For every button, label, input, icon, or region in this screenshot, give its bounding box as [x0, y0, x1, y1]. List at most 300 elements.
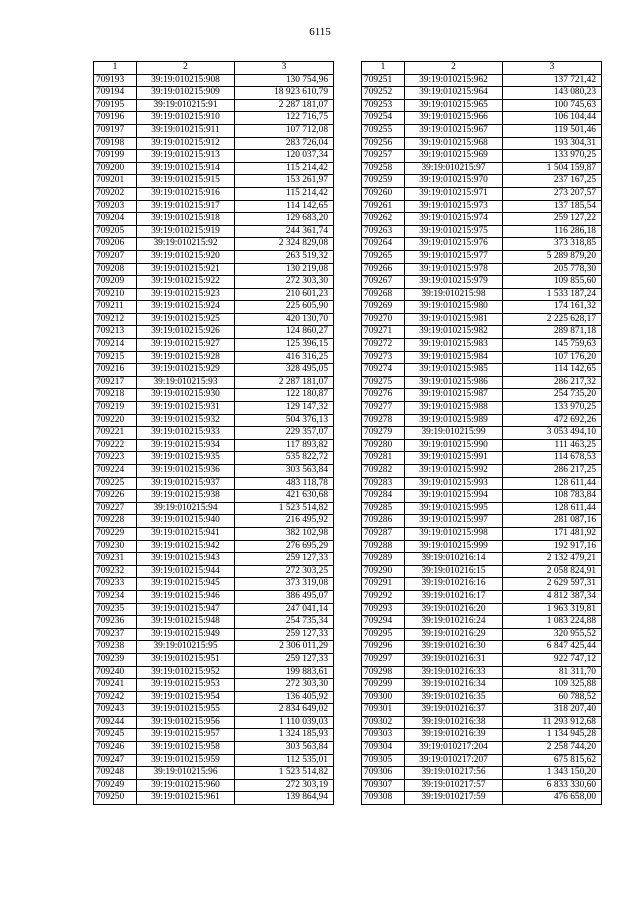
- value-cell: 263 519,32: [235, 250, 334, 263]
- value-cell: 114 678,53: [503, 452, 602, 465]
- table-row: [362, 238, 602, 251]
- table-row: [94, 87, 334, 100]
- cadastral-number-cell: 39:19:010216:38: [405, 716, 503, 729]
- table-row: [362, 716, 602, 729]
- value-cell: 328 495,05: [235, 364, 334, 377]
- row-number-cell: 709278: [362, 414, 405, 427]
- row-number-cell: 709252: [362, 87, 405, 100]
- cadastral-number-cell: 39:19:010215:997: [405, 515, 503, 528]
- value-cell: 216 495,92: [235, 515, 334, 528]
- cadastral-number-cell: 39:19:010216:24: [405, 616, 503, 629]
- value-cell: 254 735,34: [235, 616, 334, 629]
- cadastral-number-cell: 39:19:010217:207: [405, 754, 503, 767]
- cadastral-number-cell: 39:19:010215:937: [137, 477, 235, 490]
- cadastral-number-cell: 39:19:010215:914: [137, 162, 235, 175]
- value-cell: 2 324 829,08: [235, 238, 334, 251]
- cadastral-number-cell: 39:19:010215:945: [137, 578, 235, 591]
- cadastral-number-cell: 39:19:010216:37: [405, 704, 503, 717]
- value-cell: 2 287 181,07: [235, 99, 334, 112]
- value-cell: 4 812 387,34: [503, 590, 602, 603]
- row-number-cell: 709248: [94, 767, 137, 780]
- value-cell: 117 893,82: [235, 439, 334, 452]
- cadastral-number-cell: 39:19:010215:99: [405, 427, 503, 440]
- row-number-cell: 709214: [94, 339, 137, 352]
- value-cell: 120 037,34: [235, 150, 334, 163]
- value-cell: 128 611,44: [503, 502, 602, 515]
- cadastral-number-cell: 39:19:010216:30: [405, 641, 503, 654]
- row-number-cell: 709224: [94, 465, 137, 478]
- row-number-cell: 709220: [94, 414, 137, 427]
- value-cell: 229 357,07: [235, 427, 334, 440]
- table-row: [94, 754, 334, 767]
- table-row: [94, 641, 334, 654]
- table-row: [362, 376, 602, 389]
- table-row: [94, 465, 334, 478]
- row-number-cell: 709281: [362, 452, 405, 465]
- value-cell: 259 127,22: [503, 213, 602, 226]
- value-cell: 244 361,74: [235, 225, 334, 238]
- value-cell: 259 127,33: [235, 653, 334, 666]
- table-row: [94, 616, 334, 629]
- table-row: [362, 515, 602, 528]
- value-cell: 273 207,57: [503, 187, 602, 200]
- cadastral-number-cell: 39:19:010216:33: [405, 666, 503, 679]
- value-cell: 2 225 628,17: [503, 313, 602, 326]
- row-number-cell: 709279: [362, 427, 405, 440]
- cadastral-number-cell: 39:19:010215:984: [405, 351, 503, 364]
- table-row: [94, 250, 334, 263]
- value-cell: 129 147,32: [235, 402, 334, 415]
- table-row: [362, 427, 602, 440]
- table-row: [94, 666, 334, 679]
- row-number-cell: 709228: [94, 515, 137, 528]
- value-cell: 247 041,14: [235, 603, 334, 616]
- table-row: [94, 364, 334, 377]
- value-cell: 171 481,92: [503, 527, 602, 540]
- cadastral-number-cell: 39:19:010215:909: [137, 87, 235, 100]
- row-number-cell: 709266: [362, 263, 405, 276]
- row-number-cell: 709202: [94, 187, 137, 200]
- row-number-cell: 709280: [362, 439, 405, 452]
- value-cell: 1 504 159,87: [503, 162, 602, 175]
- row-number-cell: 709223: [94, 452, 137, 465]
- row-number-cell: 709211: [94, 301, 137, 314]
- value-cell: 476 658,00: [503, 792, 602, 805]
- table-row: [362, 414, 602, 427]
- value-cell: 276 695,29: [235, 540, 334, 553]
- table-row: [362, 250, 602, 263]
- table-row: [94, 603, 334, 616]
- value-cell: 5 289 879,20: [503, 250, 602, 263]
- value-cell: 318 207,40: [503, 704, 602, 717]
- cadastral-number-cell: 39:19:010215:908: [137, 74, 235, 87]
- cadastral-number-cell: 39:19:010215:999: [405, 540, 503, 553]
- table-row: [94, 276, 334, 289]
- row-number-cell: 709250: [94, 792, 137, 805]
- row-number-cell: 709225: [94, 477, 137, 490]
- table-row: [362, 792, 602, 805]
- table-row: [94, 376, 334, 389]
- row-number-cell: 709292: [362, 590, 405, 603]
- cadastral-number-cell: 39:19:010215:924: [137, 301, 235, 314]
- row-number-cell: 709226: [94, 490, 137, 503]
- value-cell: 18 923 610,79: [235, 87, 334, 100]
- cadastral-number-cell: 39:19:010215:927: [137, 339, 235, 352]
- value-cell: 2 058 824,91: [503, 565, 602, 578]
- value-cell: 128 611,44: [503, 477, 602, 490]
- cadastral-number-cell: 39:19:010215:915: [137, 175, 235, 188]
- value-cell: 1 083 224,88: [503, 616, 602, 629]
- value-cell: 129 683,20: [235, 213, 334, 226]
- table-row: [94, 313, 334, 326]
- cadastral-number-cell: 39:19:010215:98: [405, 288, 503, 301]
- row-number-cell: 709295: [362, 628, 405, 641]
- header-cell-col3: 3: [503, 62, 602, 75]
- row-number-cell: 709263: [362, 225, 405, 238]
- cadastral-number-cell: 39:19:010216:35: [405, 691, 503, 704]
- row-number-cell: 709260: [362, 187, 405, 200]
- row-number-cell: 709270: [362, 313, 405, 326]
- row-number-cell: 709258: [362, 162, 405, 175]
- table-row: [362, 779, 602, 792]
- value-cell: 124 860,27: [235, 326, 334, 339]
- value-cell: 106 104,44: [503, 112, 602, 125]
- cadastral-number-cell: 39:19:010215:957: [137, 729, 235, 742]
- cadastral-number-cell: 39:19:010215:923: [137, 288, 235, 301]
- table-row: [94, 729, 334, 742]
- table-row: [362, 150, 602, 163]
- row-number-cell: 709245: [94, 729, 137, 742]
- value-cell: 303 563,84: [235, 465, 334, 478]
- cadastral-number-cell: 39:19:010216:14: [405, 553, 503, 566]
- cadastral-number-cell: 39:19:010215:978: [405, 263, 503, 276]
- table-row: [362, 351, 602, 364]
- value-cell: 2 306 011,29: [235, 641, 334, 654]
- cadastral-number-cell: 39:19:010215:967: [405, 124, 503, 137]
- cadastral-number-cell: 39:19:010215:960: [137, 779, 235, 792]
- table-row: [94, 502, 334, 515]
- table-row: [94, 326, 334, 339]
- row-number-cell: 709259: [362, 175, 405, 188]
- table-row: [362, 225, 602, 238]
- table-row: [94, 679, 334, 692]
- value-cell: 11 293 912,68: [503, 716, 602, 729]
- row-number-cell: 709196: [94, 112, 137, 125]
- value-cell: 81 311,70: [503, 666, 602, 679]
- table-row: [362, 553, 602, 566]
- table-row: [362, 124, 602, 137]
- row-number-cell: 709308: [362, 792, 405, 805]
- page-number: 6115: [309, 26, 331, 38]
- cadastral-number-cell: 39:19:010215:940: [137, 515, 235, 528]
- cadastral-number-cell: 39:19:010215:942: [137, 540, 235, 553]
- table-row: [94, 515, 334, 528]
- value-cell: 143 080,23: [503, 87, 602, 100]
- row-number-cell: 709285: [362, 502, 405, 515]
- value-cell: 205 778,30: [503, 263, 602, 276]
- row-number-cell: 709198: [94, 137, 137, 150]
- row-number-cell: 709287: [362, 527, 405, 540]
- row-number-cell: 709208: [94, 263, 137, 276]
- row-number-cell: 709274: [362, 364, 405, 377]
- value-cell: 286 217,25: [503, 465, 602, 478]
- row-number-cell: 709253: [362, 99, 405, 112]
- cadastral-number-cell: 39:19:010215:938: [137, 490, 235, 503]
- cadastral-number-cell: 39:19:010215:929: [137, 364, 235, 377]
- value-cell: 416 316,25: [235, 351, 334, 364]
- row-number-cell: 709199: [94, 150, 137, 163]
- value-cell: 373 319,08: [235, 578, 334, 591]
- value-cell: 1 963 319,81: [503, 603, 602, 616]
- row-number-cell: 709307: [362, 779, 405, 792]
- cadastral-number-cell: 39:19:010215:975: [405, 225, 503, 238]
- table-row: [362, 99, 602, 112]
- row-number-cell: 709221: [94, 427, 137, 440]
- table-row: [94, 439, 334, 452]
- value-cell: 174 161,32: [503, 301, 602, 314]
- value-cell: 192 917,16: [503, 540, 602, 553]
- cadastral-number-cell: 39:19:010215:921: [137, 263, 235, 276]
- value-cell: 373 318,85: [503, 238, 602, 251]
- table-row: [362, 87, 602, 100]
- table-row: [94, 477, 334, 490]
- cadastral-number-cell: 39:19:010215:952: [137, 666, 235, 679]
- cadastral-number-cell: 39:19:010215:93: [137, 376, 235, 389]
- cadastral-number-cell: 39:19:010215:970: [405, 175, 503, 188]
- value-cell: 107 176,20: [503, 351, 602, 364]
- cadastral-number-cell: 39:19:010215:951: [137, 653, 235, 666]
- value-cell: 675 815,62: [503, 754, 602, 767]
- row-number-cell: 709194: [94, 87, 137, 100]
- value-cell: 421 630,68: [235, 490, 334, 503]
- cadastral-number-cell: 39:19:010215:94: [137, 502, 235, 515]
- cadastral-number-cell: 39:19:010215:953: [137, 679, 235, 692]
- row-number-cell: 709230: [94, 540, 137, 553]
- row-number-cell: 709239: [94, 653, 137, 666]
- value-cell: 1 533 187,24: [503, 288, 602, 301]
- table-row: [362, 402, 602, 415]
- value-cell: 259 127,33: [235, 628, 334, 641]
- cadastral-number-cell: 39:19:010215:954: [137, 691, 235, 704]
- value-cell: 111 463,25: [503, 439, 602, 452]
- table-row: [94, 351, 334, 364]
- table-row: [94, 175, 334, 188]
- table-row: [362, 754, 602, 767]
- value-cell: 114 142,65: [503, 364, 602, 377]
- value-cell: 193 304,31: [503, 137, 602, 150]
- table-row: [362, 616, 602, 629]
- row-number-cell: 709213: [94, 326, 137, 339]
- cadastral-number-cell: 39:19:010215:959: [137, 754, 235, 767]
- cadastral-number-cell: 39:19:010215:991: [405, 452, 503, 465]
- row-number-cell: 709200: [94, 162, 137, 175]
- table-header-row: [94, 62, 334, 75]
- row-number-cell: 709291: [362, 578, 405, 591]
- cadastral-number-cell: 39:19:010215:922: [137, 276, 235, 289]
- table-row: [362, 679, 602, 692]
- table-row: [94, 590, 334, 603]
- table-row: [362, 490, 602, 503]
- row-number-cell: 709264: [362, 238, 405, 251]
- table-row: [362, 213, 602, 226]
- value-cell: 272 303,30: [235, 276, 334, 289]
- row-number-cell: 709282: [362, 465, 405, 478]
- cadastral-number-cell: 39:19:010215:931: [137, 402, 235, 415]
- row-number-cell: 709276: [362, 389, 405, 402]
- row-number-cell: 709304: [362, 742, 405, 755]
- row-number-cell: 709299: [362, 679, 405, 692]
- table-row: [94, 427, 334, 440]
- table-row: [362, 767, 602, 780]
- row-number-cell: 709303: [362, 729, 405, 742]
- cadastral-number-cell: 39:19:010215:976: [405, 238, 503, 251]
- value-cell: 130 219,08: [235, 263, 334, 276]
- value-cell: 472 692,26: [503, 414, 602, 427]
- row-number-cell: 709238: [94, 641, 137, 654]
- cadastral-number-cell: 39:19:010215:948: [137, 616, 235, 629]
- table-row: [94, 238, 334, 251]
- cadastral-number-cell: 39:19:010215:969: [405, 150, 503, 163]
- row-number-cell: 709235: [94, 603, 137, 616]
- value-cell: 272 303,30: [235, 679, 334, 692]
- row-number-cell: 709210: [94, 288, 137, 301]
- value-cell: 115 214,42: [235, 162, 334, 175]
- row-number-cell: 709193: [94, 74, 137, 87]
- row-number-cell: 709233: [94, 578, 137, 591]
- cadastral-number-cell: 39:19:010216:20: [405, 603, 503, 616]
- cadastral-number-cell: 39:19:010216:39: [405, 729, 503, 742]
- table-row: [94, 490, 334, 503]
- value-cell: 2 834 649,02: [235, 704, 334, 717]
- table-row: [94, 225, 334, 238]
- table-header-row: [362, 62, 602, 75]
- row-number-cell: 709205: [94, 225, 137, 238]
- table-row: [94, 704, 334, 717]
- row-number-cell: 709289: [362, 553, 405, 566]
- table-row: [362, 641, 602, 654]
- cadastral-number-cell: 39:19:010215:913: [137, 150, 235, 163]
- row-number-cell: 709283: [362, 477, 405, 490]
- cadastral-number-cell: 39:19:010215:998: [405, 527, 503, 540]
- row-number-cell: 709217: [94, 376, 137, 389]
- value-cell: 320 955,52: [503, 628, 602, 641]
- value-cell: 922 747,12: [503, 653, 602, 666]
- table-row: [362, 187, 602, 200]
- cadastral-number-cell: 39:19:010215:946: [137, 590, 235, 603]
- cadastral-number-cell: 39:19:010215:992: [405, 465, 503, 478]
- cadastral-number-cell: 39:19:010215:986: [405, 376, 503, 389]
- value-cell: 237 167,25: [503, 175, 602, 188]
- row-number-cell: 709302: [362, 716, 405, 729]
- row-number-cell: 709305: [362, 754, 405, 767]
- value-cell: 483 118,78: [235, 477, 334, 490]
- row-number-cell: 709222: [94, 439, 137, 452]
- value-cell: 272 303,19: [235, 779, 334, 792]
- row-number-cell: 709229: [94, 527, 137, 540]
- cadastral-number-cell: 39:19:010216:34: [405, 679, 503, 692]
- cadastral-number-cell: 39:19:010215:949: [137, 628, 235, 641]
- cadastral-number-cell: 39:19:010215:934: [137, 439, 235, 452]
- value-cell: 60 788,52: [503, 691, 602, 704]
- cadastral-number-cell: 39:19:010215:964: [405, 87, 503, 100]
- row-number-cell: 709195: [94, 99, 137, 112]
- value-cell: 420 130,70: [235, 313, 334, 326]
- table-row: [362, 364, 602, 377]
- table-row: [362, 666, 602, 679]
- value-cell: 6 847 425,44: [503, 641, 602, 654]
- table-row: [362, 477, 602, 490]
- row-number-cell: 709236: [94, 616, 137, 629]
- table-row: [94, 578, 334, 591]
- cadastral-number-cell: 39:19:010215:990: [405, 439, 503, 452]
- table-row: [362, 313, 602, 326]
- cadastral-number-cell: 39:19:010217:56: [405, 767, 503, 780]
- row-number-cell: 709298: [362, 666, 405, 679]
- value-cell: 115 214,42: [235, 187, 334, 200]
- row-number-cell: 709261: [362, 200, 405, 213]
- row-number-cell: 709255: [362, 124, 405, 137]
- value-cell: 153 261,97: [235, 175, 334, 188]
- cadastral-number-cell: 39:19:010215:989: [405, 414, 503, 427]
- cadastral-number-cell: 39:19:010215:91: [137, 99, 235, 112]
- cadastral-number-cell: 39:19:010215:910: [137, 112, 235, 125]
- table-row: [94, 263, 334, 276]
- value-cell: 112 535,01: [235, 754, 334, 767]
- table-row: [94, 162, 334, 175]
- cadastral-number-cell: 39:19:010215:961: [137, 792, 235, 805]
- table-row: [362, 565, 602, 578]
- cadastral-number-cell: 39:19:010215:971: [405, 187, 503, 200]
- value-cell: 116 286,18: [503, 225, 602, 238]
- value-cell: 6 833 330,60: [503, 779, 602, 792]
- cadastral-number-cell: 39:19:010215:974: [405, 213, 503, 226]
- table-row: [94, 339, 334, 352]
- cadastral-number-cell: 39:19:010215:947: [137, 603, 235, 616]
- row-number-cell: 709301: [362, 704, 405, 717]
- cadastral-number-cell: 39:19:010215:911: [137, 124, 235, 137]
- value-cell: 108 783,84: [503, 490, 602, 503]
- value-cell: 289 871,18: [503, 326, 602, 339]
- cadastral-number-cell: 39:19:010215:985: [405, 364, 503, 377]
- cadastral-number-cell: 39:19:010215:919: [137, 225, 235, 238]
- cadastral-number-cell: 39:19:010215:966: [405, 112, 503, 125]
- table-row: [94, 792, 334, 805]
- value-cell: 1 324 185,93: [235, 729, 334, 742]
- table-row: [362, 301, 602, 314]
- table-row: [362, 74, 602, 87]
- row-number-cell: 709218: [94, 389, 137, 402]
- table-row: [362, 326, 602, 339]
- row-number-cell: 709249: [94, 779, 137, 792]
- row-number-cell: 709242: [94, 691, 137, 704]
- value-cell: 2 287 181,07: [235, 376, 334, 389]
- value-cell: 125 396,15: [235, 339, 334, 352]
- value-cell: 1 523 514,82: [235, 502, 334, 515]
- cadastral-number-cell: 39:19:010215:981: [405, 313, 503, 326]
- row-number-cell: 709277: [362, 402, 405, 415]
- table-row: [362, 628, 602, 641]
- table-row: [94, 74, 334, 87]
- value-cell: 1 523 514,82: [235, 767, 334, 780]
- value-cell: 133 970,25: [503, 402, 602, 415]
- table-row: [362, 590, 602, 603]
- header-cell-col2: 2: [405, 62, 503, 75]
- table-row: [362, 742, 602, 755]
- row-number-cell: 709267: [362, 276, 405, 289]
- cadastral-number-cell: 39:19:010215:96: [137, 767, 235, 780]
- table-row: [362, 540, 602, 553]
- cadastral-number-cell: 39:19:010215:987: [405, 389, 503, 402]
